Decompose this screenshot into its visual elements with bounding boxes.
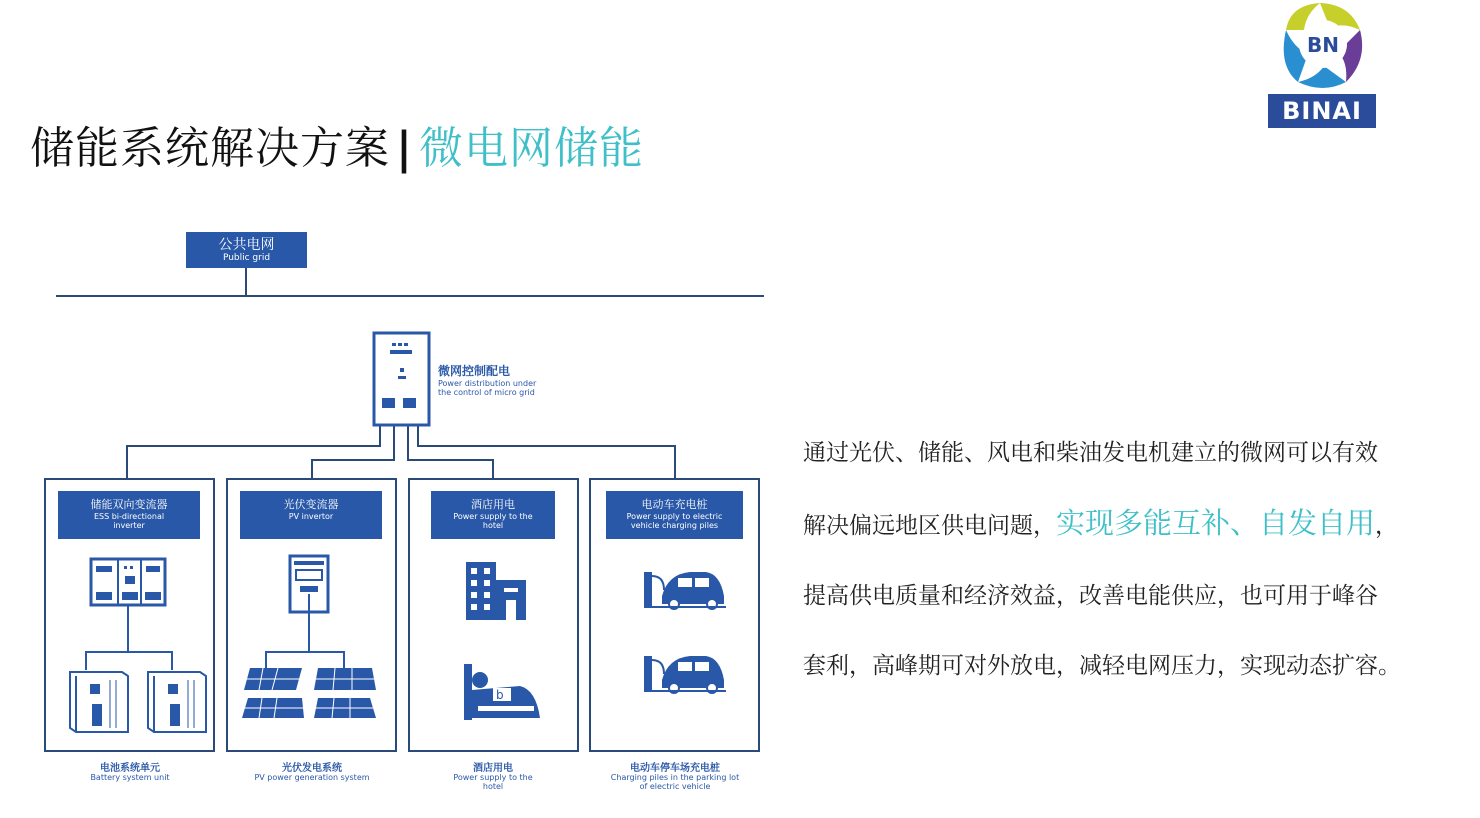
hotel-bed-icon xyxy=(464,664,540,720)
column-caption-battery xyxy=(40,763,220,783)
pv-inverter-icon xyxy=(290,556,328,612)
description-text xyxy=(803,418,1453,701)
column-caption-pv xyxy=(222,763,402,783)
battery-container-icon xyxy=(148,672,206,732)
description-text-segment: ， xyxy=(1375,513,1399,539)
column-title-cn: 储能双向变流器 xyxy=(90,498,168,511)
column-caption-cn: 酒店用电 xyxy=(473,763,513,774)
column-caption-hotel xyxy=(403,763,583,792)
column-caption-en: Battery system unit xyxy=(90,773,170,782)
title-accent: 微电网储能 xyxy=(419,123,645,174)
description-highlight: 实现多能互补、自发自用 xyxy=(1056,506,1376,540)
column-caption-en: hotel xyxy=(482,781,504,791)
title-main: 储能系统解决方案 xyxy=(30,123,390,174)
column-caption-cn: 电池系统单元 xyxy=(100,763,160,774)
column-title-en: inverter xyxy=(113,520,145,530)
micro-grid-en-line1: Power distribution under xyxy=(438,379,537,388)
micro-grid-cn: 微网控制配电 xyxy=(438,364,511,378)
logo-emblem-icon xyxy=(1268,0,1378,94)
column-title-hotel xyxy=(431,491,555,539)
brand-logo xyxy=(1268,0,1378,128)
description-line: 通过光伏、储能、风电和柴油发电机建立的微网可以有效 xyxy=(803,440,1378,466)
public-grid-cn: 公共电网 xyxy=(218,237,275,253)
distribution-cabinet-icon xyxy=(374,333,429,425)
public-grid-box xyxy=(186,232,307,268)
ev-charging-icon xyxy=(644,572,726,609)
description-text-segment: 解决偏远地区供电问题， xyxy=(803,513,1056,539)
column-caption-en: Power supply to the xyxy=(453,773,533,782)
column-caption-en: Charging piles in the parking lot xyxy=(610,773,740,782)
title-separator: | xyxy=(396,123,414,174)
column-caption-cn: 电动车停车场充电桩 xyxy=(630,763,720,774)
micro-grid-label xyxy=(438,362,536,397)
column-caption-ev xyxy=(585,763,765,792)
column-title-cn: 光伏变流器 xyxy=(283,498,339,511)
svg-text:b: b xyxy=(496,688,504,702)
column-title-ess xyxy=(58,491,200,539)
column-title-pv xyxy=(240,491,382,539)
logo-badge-text: BN xyxy=(1307,33,1339,57)
ev-charging-icon xyxy=(644,656,726,693)
hotel-building-icon xyxy=(466,562,526,620)
column-title-en: ESS bi-directional xyxy=(93,511,165,521)
column-title-en: hotel xyxy=(482,520,504,530)
public-grid-en: Public grid xyxy=(222,253,271,264)
column-title-en: Power supply to the xyxy=(453,511,533,521)
description-line xyxy=(803,488,1453,561)
ess-converter-icon xyxy=(91,559,165,605)
description-line: 套利，高峰期可对外放电，减轻电网压力，实现动态扩容。 xyxy=(803,653,1401,679)
battery-container-icon xyxy=(70,672,128,732)
micro-grid-en-line2: the control of micro grid xyxy=(438,388,535,398)
column-caption-cn: 光伏发电系统 xyxy=(282,763,342,774)
column-caption-en: of electric vehicle xyxy=(639,781,711,791)
description-line: 提高供电质量和经济效益，改善电能供应，也可用于峰谷 xyxy=(803,583,1378,609)
column-title-en: Power supply to electric xyxy=(626,511,723,521)
column-title-ev xyxy=(606,491,743,539)
column-title-en: vehicle charging piles xyxy=(630,520,719,530)
logo-name: BINAI xyxy=(1268,94,1376,128)
column-caption-en: PV power generation system xyxy=(254,773,370,782)
column-title-cn: 电动车充电桩 xyxy=(641,498,708,511)
column-title-en: PV invertor xyxy=(288,511,334,521)
column-title-cn: 酒店用电 xyxy=(471,498,515,511)
